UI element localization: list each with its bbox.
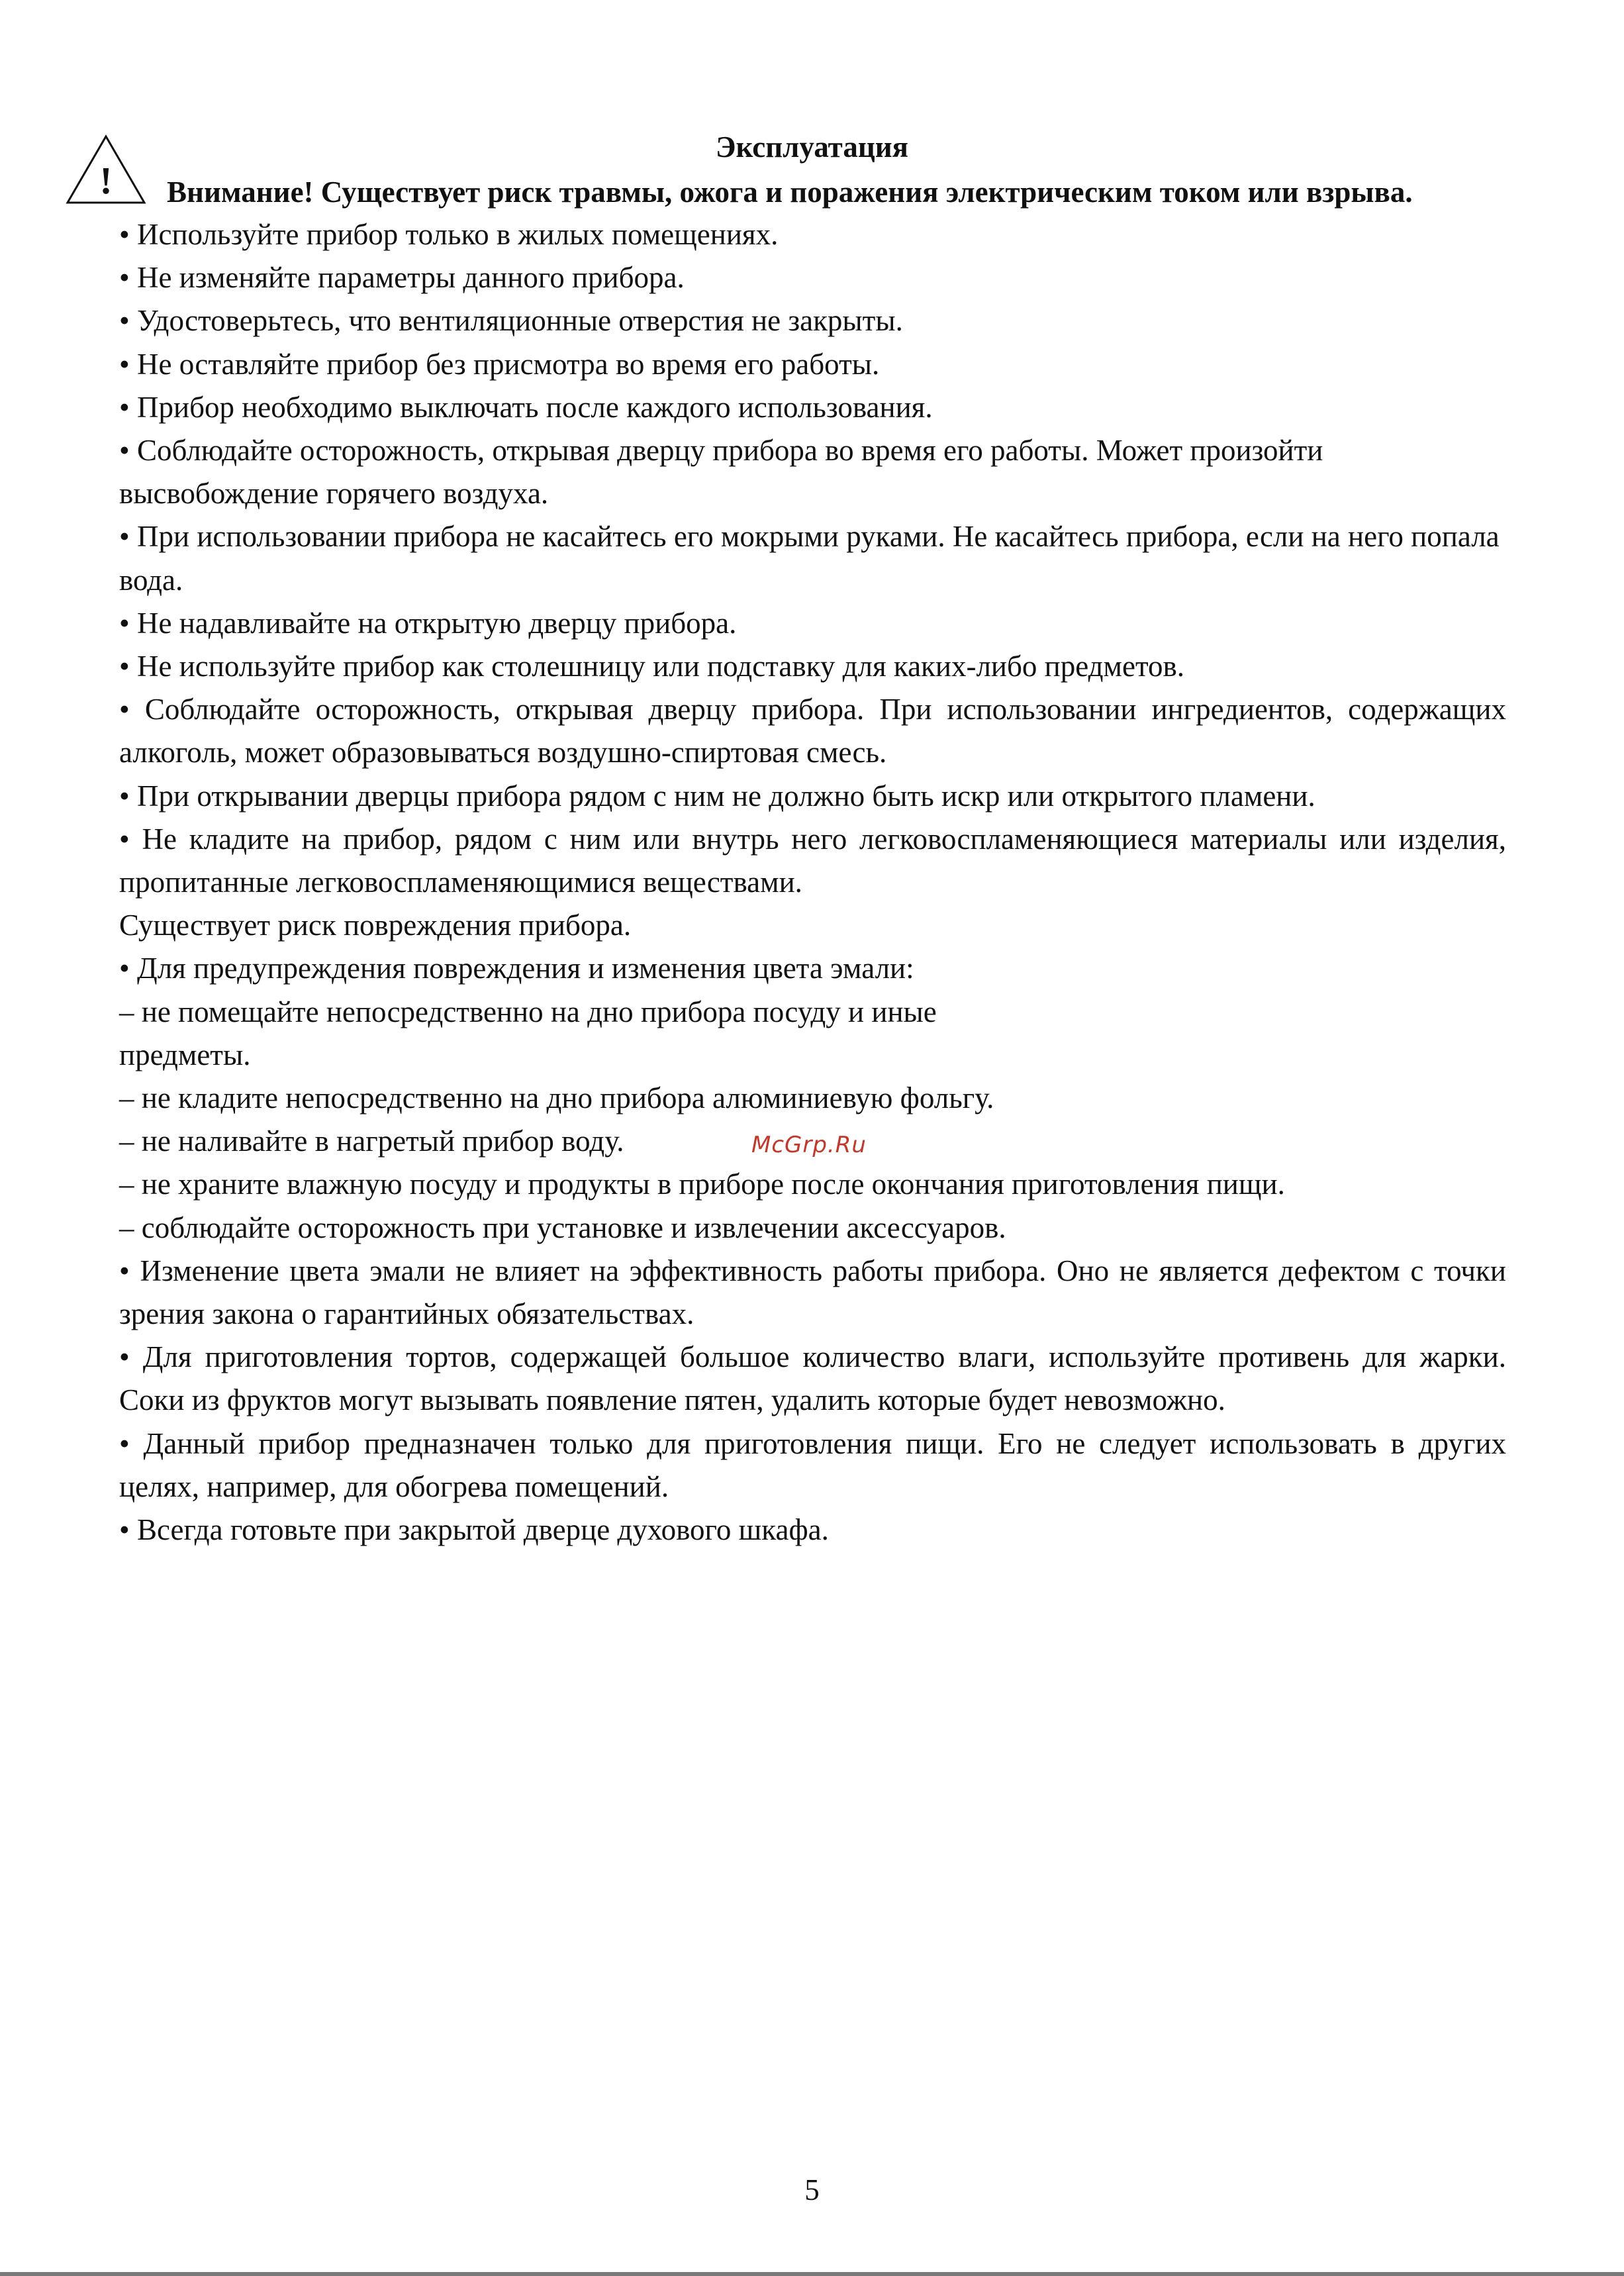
paragraph: – не помещайте непосредственно на дно прибора посуду и иные — [119, 995, 937, 1028]
paragraph: предметы. — [119, 1038, 251, 1071]
paragraph: • При использовании прибора не касайтесь его мокрыми руками. Не касайтесь прибора, если на него попала вода. — [119, 520, 1500, 597]
paragraph: • Используйте прибор только в жилых помещениях. — [119, 218, 779, 251]
section-title: Эксплуатация — [715, 130, 909, 164]
paragraph: • Не оставляйте прибор без присмотра во время его работы. — [119, 347, 880, 381]
paragraph: – не храните влажную посуду и продукты в приборе после окончания приготовления пищи. — [119, 1167, 1285, 1201]
paragraph: • Всегда готовьте при закрытой дверце духового шкафа. — [119, 1513, 829, 1547]
paragraph: • При открывании дверцы прибора рядом с ним не должно быть искр или открытого пламени. — [119, 779, 1315, 813]
paragraph: – соблюдайте осторожность при установке и извлечении аксессуаров. — [119, 1211, 1006, 1244]
paragraph: • Прибор необходимо выключать после каждого использования. — [119, 390, 933, 424]
paragraph: • Для приготовления тортов, содержащей большое количество влаги, используйте противень для жарки. Соки из фруктов могут вызывать появление пятен, удалить которые будет невозможно. — [119, 1340, 1506, 1417]
paragraph: Существует риск повреждения прибора. — [119, 909, 632, 942]
svg-text:!: ! — [99, 159, 113, 202]
warning-text: Внимание! Существует риск травмы, ожога и поражения электрическим током или взрыва. — [167, 175, 1413, 209]
paragraph: • Изменение цвета эмали не влияет на эффективность работы прибора. Оно не является дефектом с точки зрения закона о гарантийных обязательствах. — [119, 1254, 1506, 1331]
paragraph: • Не кладите на прибор, рядом с ним или внутрь него легковоспламеняющиеся материалы или изделия, пропитанные легковоспламеняющимися веществами. — [119, 822, 1506, 899]
page-number: 5 — [804, 2173, 820, 2206]
paragraph: – не наливайте в нагретый прибор воду. — [119, 1124, 624, 1158]
page-bottom-border — [0, 2272, 1624, 2276]
watermark-text: McGrp.Ru — [751, 1132, 867, 1159]
paragraph: • Для предупреждения повреждения и изменения цвета эмали: — [119, 952, 914, 985]
paragraph: • Соблюдайте осторожность, открывая дверцу прибора. При использовании ингредиентов, содержащих алкоголь, может образовываться воздушно-спиртовая смесь. — [119, 693, 1506, 769]
paragraph: • Не надавливайте на открытую дверцу прибора. — [119, 606, 737, 640]
paragraph: • Удостоверьтесь, что вентиляционные отверстия не закрыты. — [119, 304, 903, 338]
instructions-body — [119, 213, 1506, 1552]
watermark-row — [119, 1120, 1506, 1163]
paragraph: – не кладите непосредственно на дно прибора алюминиевую фольгу. — [119, 1081, 994, 1115]
paragraph: • Данный прибор предназначен только для приготовления пищи. Его не следует использовать в других целях, например, для обогрева помещений. — [119, 1426, 1506, 1503]
paragraph: • Соблюдайте осторожность, открывая дверцу прибора во время его работы. Может произойти высвобождение горячего воздуха. — [119, 434, 1323, 511]
paragraph: • Не используйте прибор как столешницу или подставку для каких-либо предметов. — [119, 650, 1185, 683]
paragraph: • Не изменяйте параметры данного прибора. — [119, 261, 685, 295]
